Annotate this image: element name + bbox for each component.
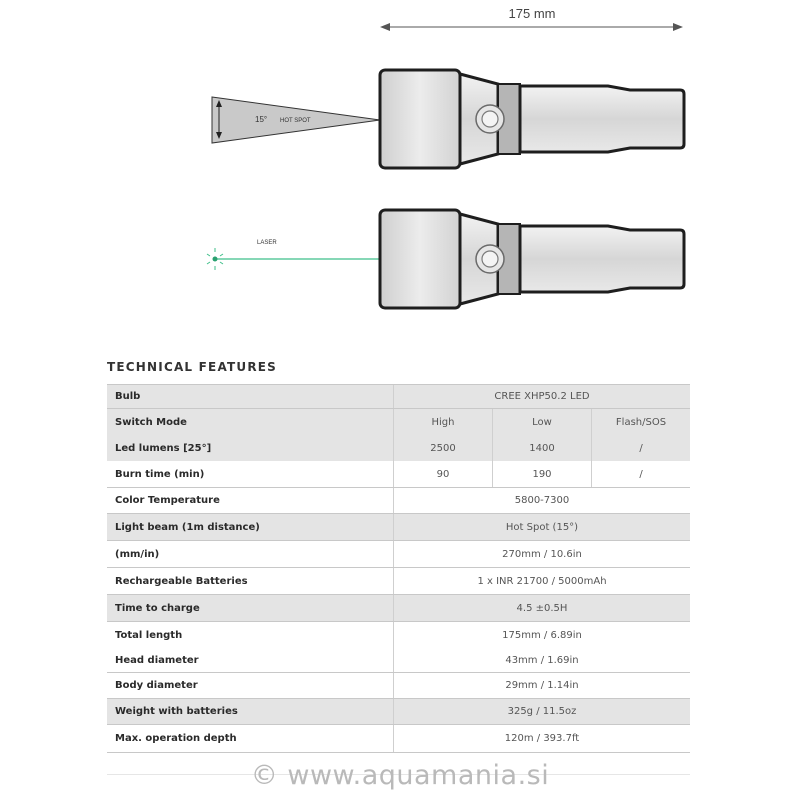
spec-label: Bulb: [115, 391, 141, 402]
hot-spot-label: HOT SPOT: [280, 118, 311, 124]
spec-value: 325g / 11.5oz: [393, 699, 690, 724]
spec-label: Color Temperature: [115, 495, 220, 506]
spec-label: Switch Mode: [115, 416, 187, 428]
spec-label: Light beam (1m distance): [115, 521, 260, 533]
spec-row: [107, 724, 690, 752]
spec-row: [107, 540, 690, 567]
spec-label: (mm/in): [115, 548, 160, 560]
spec-row: [107, 567, 690, 594]
spec-cell: 1400: [492, 435, 591, 461]
spec-label: Rechargeable Batteries: [115, 575, 248, 587]
spec-value: 29mm / 1.14in: [393, 673, 690, 698]
spec-cell: Flash/SOS: [591, 409, 690, 435]
dimension-label: 175 mm: [508, 6, 556, 21]
spec-cell: 2500: [393, 435, 492, 461]
spec-label: Max. operation depth: [115, 733, 237, 744]
spec-row: [107, 408, 690, 435]
spec-label: Weight with batteries: [115, 706, 238, 717]
flashlight-diagram: [0, 0, 800, 340]
spec-table: [107, 384, 690, 753]
spec-cell: /: [591, 435, 690, 461]
spec-label: Total length: [115, 629, 183, 641]
spec-cell: 90: [393, 461, 492, 487]
laser-label: LASER: [257, 240, 277, 246]
spec-value: 120m / 393.7ft: [393, 725, 690, 752]
section-title: TECHNICAL FEATURES: [107, 360, 278, 374]
spec-label: Led lumens [25°]: [115, 442, 212, 454]
spec-row: [107, 594, 690, 621]
spec-row: [107, 621, 690, 648]
spec-value: 175mm / 6.89in: [393, 622, 690, 648]
spec-row: [107, 698, 690, 724]
spec-cell: Low: [492, 409, 591, 435]
spec-row: [107, 435, 690, 461]
spec-value: 4.5 ±0.5H: [393, 595, 690, 621]
spec-value: 270mm / 10.6in: [393, 541, 690, 567]
spec-label: Burn time (min): [115, 468, 205, 480]
spec-label: Head diameter: [115, 654, 199, 666]
spec-row: [107, 672, 690, 698]
spec-label: Body diameter: [115, 680, 198, 691]
watermark: © www.aquamania.si: [250, 760, 550, 791]
spec-row: [107, 461, 690, 487]
spec-row: [107, 487, 690, 513]
spec-cell: High: [393, 409, 492, 435]
spec-cell: /: [591, 461, 690, 487]
table-end-line: [107, 752, 690, 753]
beam-angle-label: 15°: [255, 115, 268, 124]
spec-value: 1 x INR 21700 / 5000mAh: [393, 568, 690, 594]
spec-value: CREE XHP50.2 LED: [393, 385, 690, 408]
spec-row: [107, 513, 690, 540]
spec-row: [107, 648, 690, 672]
spec-cell: 190: [492, 461, 591, 487]
spec-value: Hot Spot (15°): [393, 514, 690, 540]
spec-row: [107, 384, 690, 408]
spec-value: 5800-7300: [393, 488, 690, 513]
spec-value: 43mm / 1.69in: [393, 648, 690, 672]
spec-label: Time to charge: [115, 602, 200, 614]
